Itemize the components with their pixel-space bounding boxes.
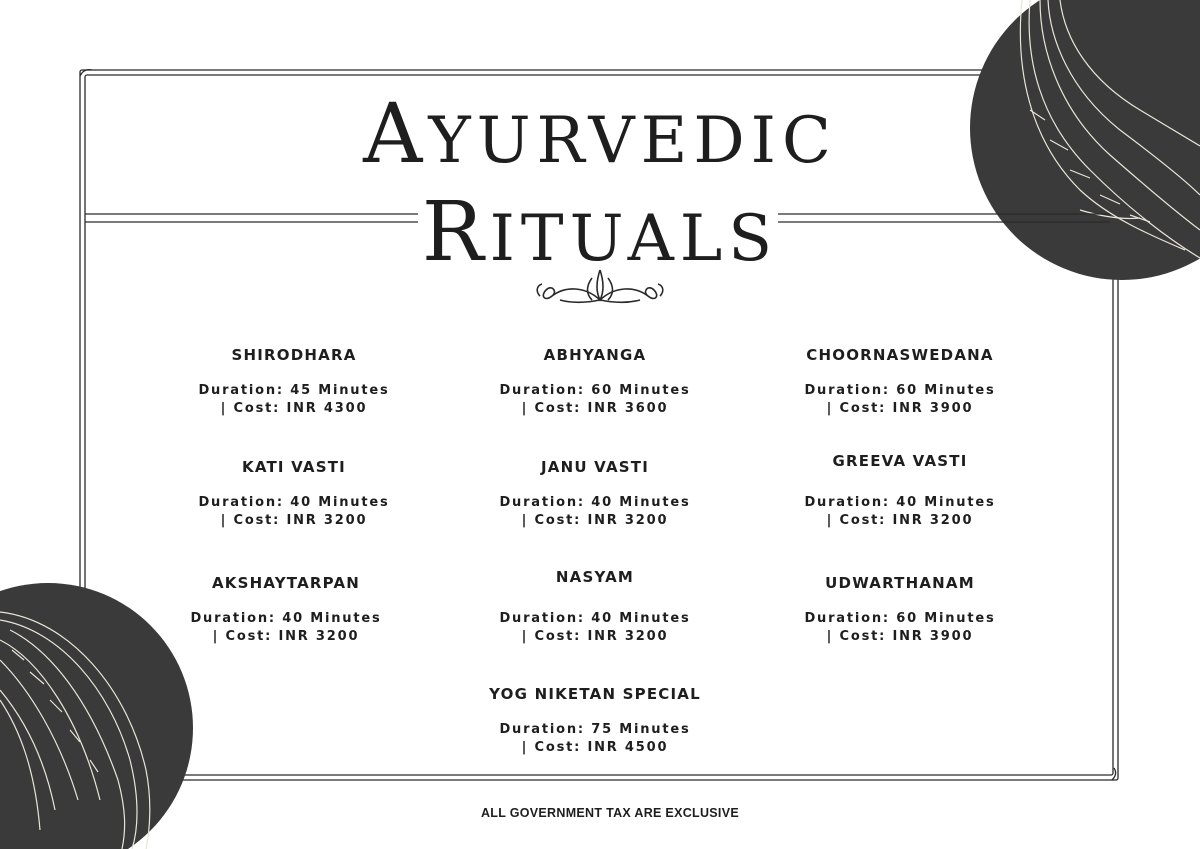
- service-item: [144, 346, 444, 418]
- service-cost: | Cost: INR 3600: [521, 401, 669, 416]
- service-cost: | Cost: INR 3200: [220, 513, 368, 528]
- service-item: [136, 574, 436, 646]
- service-name: ABHYANGA: [543, 346, 647, 364]
- service-name: AKSHAYTARPAN: [211, 574, 361, 592]
- page-title-line-2: RITUALS: [421, 185, 779, 280]
- service-cost: | Cost: INR 3900: [826, 629, 974, 644]
- service-cost: | Cost: INR 4500: [521, 740, 669, 755]
- service-name: JANU VASTI: [541, 458, 649, 476]
- service-duration: Duration: 75 Minutes: [499, 722, 691, 737]
- service-name: NASYAM: [555, 568, 635, 586]
- service-item: [445, 685, 745, 757]
- service-name: SHIRODHARA: [231, 346, 357, 364]
- service-item: [750, 346, 1050, 418]
- page-title-line-1: AYURVEDIC: [363, 87, 837, 182]
- service-duration: Duration: 40 Minutes: [804, 495, 996, 510]
- service-name: KATI VASTI: [242, 458, 346, 476]
- tax-note: ALL GOVERNMENT TAX ARE EXCLUSIVE: [480, 806, 739, 820]
- service-item: [750, 452, 1050, 530]
- service-name: GREEVA VASTI: [832, 452, 968, 470]
- service-duration: Duration: 60 Minutes: [499, 383, 691, 398]
- service-cost: | Cost: INR 4300: [220, 401, 368, 416]
- service-cost: | Cost: INR 3200: [521, 629, 669, 644]
- service-item: [750, 574, 1050, 646]
- service-duration: Duration: 40 Minutes: [198, 495, 390, 510]
- service-duration: Duration: 40 Minutes: [190, 611, 382, 626]
- service-cost: | Cost: INR 3200: [212, 629, 360, 644]
- service-cost: | Cost: INR 3900: [826, 401, 974, 416]
- service-name: UDWARTHANAM: [825, 574, 975, 592]
- service-name: YOG NIKETAN SPECIAL: [489, 685, 701, 703]
- service-item: [144, 458, 444, 530]
- service-cost: | Cost: INR 3200: [826, 513, 974, 528]
- service-duration: Duration: 60 Minutes: [804, 611, 996, 626]
- service-duration: Duration: 40 Minutes: [499, 495, 691, 510]
- service-item: [445, 346, 745, 418]
- service-name: CHOORNASWEDANA: [806, 346, 994, 364]
- service-item: [445, 458, 745, 530]
- service-cost: | Cost: INR 3200: [521, 513, 669, 528]
- service-duration: Duration: 45 Minutes: [198, 383, 390, 398]
- service-duration: Duration: 40 Minutes: [499, 611, 691, 626]
- service-item: [445, 568, 745, 646]
- service-duration: Duration: 60 Minutes: [804, 383, 996, 398]
